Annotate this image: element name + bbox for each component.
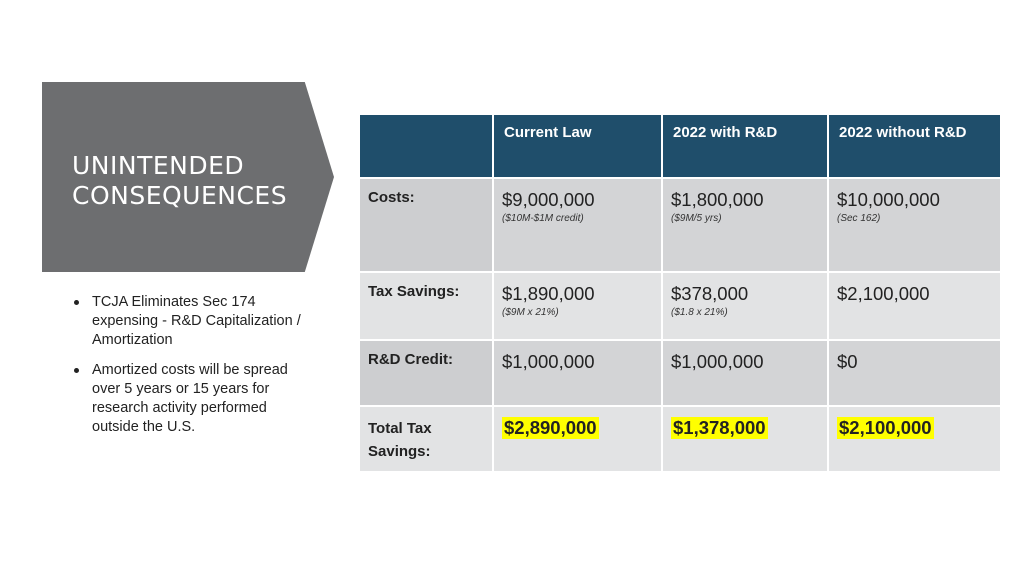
cell-amount: $378,000 [671,283,749,304]
table-cell [493,272,662,340]
slide-title-line-2: CONSEQUENCES [72,181,288,210]
cell-amount: $1,800,000 [671,189,764,210]
cell-note: ($9M/5 yrs) [671,213,722,224]
slide-title-line-1: UNINTENDED [72,151,245,180]
table-cell [828,272,1001,340]
slide-title [72,151,312,211]
header-2022-with-rd: 2022 with R&D [662,114,828,178]
table-cell [493,406,662,472]
table-cell [828,406,1001,472]
cell-note: (Sec 162) [837,213,881,224]
bullet-item [72,293,312,350]
bullet-dot-icon [74,368,79,373]
header-2022-without-rd: 2022 without R&D [828,114,1001,178]
table-header-row [359,114,1001,178]
table-row-tax-savings [359,272,1001,340]
cell-amount: $9,000,000 [502,189,595,210]
cell-amount: $1,000,000 [671,351,764,372]
cell-amount: $0 [837,351,858,372]
table-cell [493,340,662,406]
table-row-total-tax-savings [359,406,1001,472]
table-cell [662,178,828,272]
highlighted-total-amount: $1,378,000 [673,417,766,438]
comparison-table [358,113,1002,473]
row-label: Tax Savings: [359,272,493,340]
cell-note: ($10M-$1M credit) [502,213,584,224]
header-current-law: Current Law [493,114,662,178]
bullet-item [72,361,312,437]
cell-amount: $1,000,000 [502,351,595,372]
table-cell [828,340,1001,406]
bullet-text: Amortized costs will be spread over 5 years or 15 years for research activity performed outside the U.S. [92,362,288,435]
table-cell [662,406,828,472]
table-cell [493,178,662,272]
cell-note: ($9M x 21%) [502,307,559,318]
table-cell [662,340,828,406]
table-row-rd-credit [359,340,1001,406]
table-cell [662,272,828,340]
row-label: Costs: [359,178,493,272]
row-label [359,406,493,472]
cell-amount: $1,890,000 [502,283,595,304]
cell-amount: $10,000,000 [837,189,940,210]
cell-note: ($1.8 x 21%) [671,307,728,318]
row-label-line-1: Total Tax [368,420,432,437]
bullet-list [72,293,312,448]
highlighted-total-amount: $2,100,000 [839,417,932,438]
highlighted-total-amount: $2,890,000 [504,417,597,438]
row-label-line-2: Savings: [368,443,431,460]
bullet-text: TCJA Eliminates Sec 174 expensing - R&D Capitalization / Amortization [92,294,301,348]
bullet-dot-icon [74,300,79,305]
table-row-costs [359,178,1001,272]
table-cell [828,178,1001,272]
header-cell-empty [359,114,493,178]
cell-amount: $2,100,000 [837,283,930,304]
row-label: R&D Credit: [359,340,493,406]
